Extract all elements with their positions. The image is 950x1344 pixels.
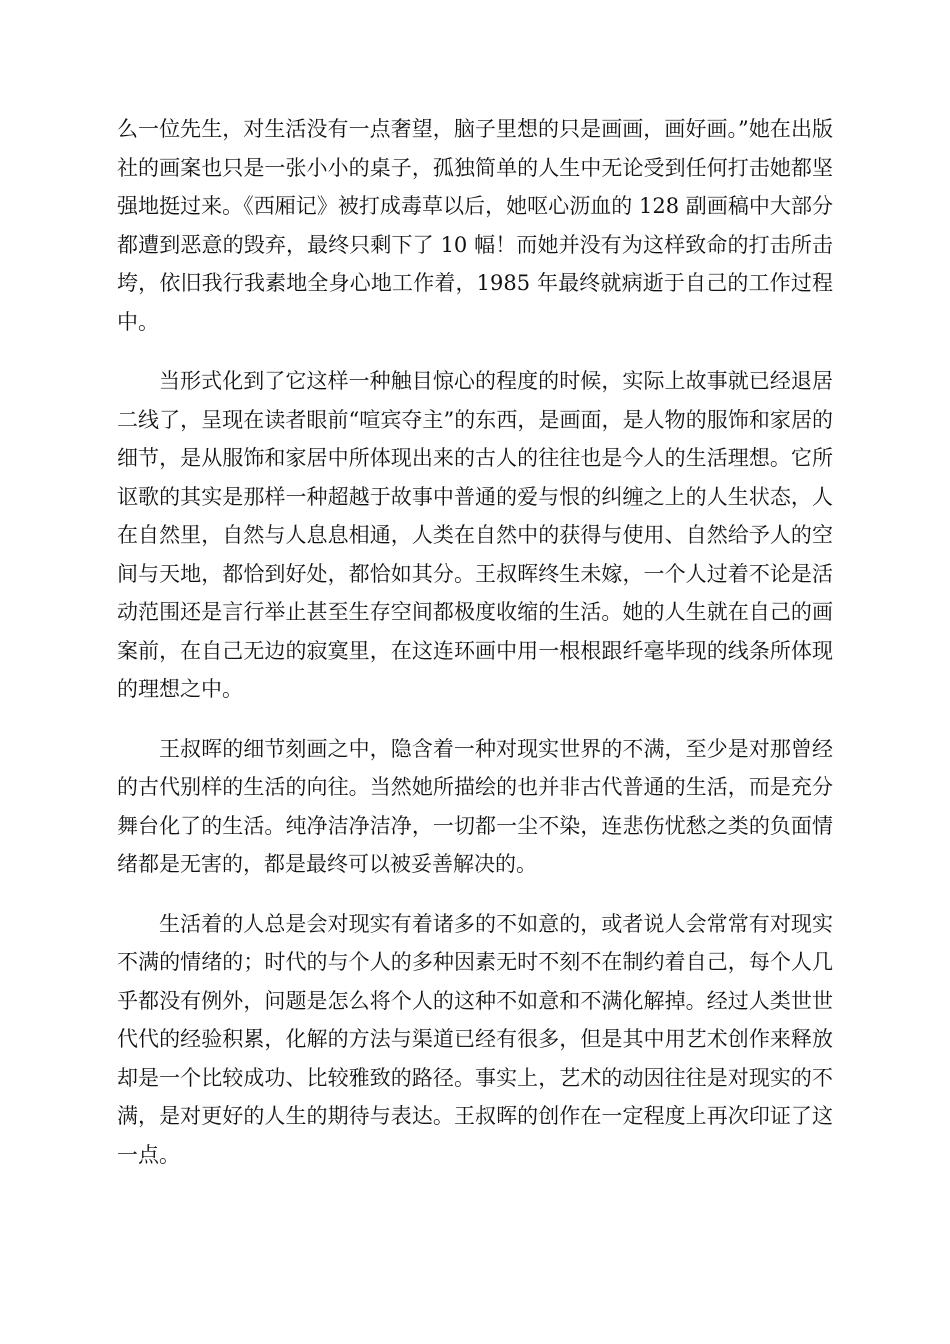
document-page xyxy=(117,110,833,1195)
paragraph-1: 么一位先生，对生活没有一点奢望，脑子里想的只是画画，画好画。”她在出版社的画案也只是一张小小的桌子，孤独简单的人生中无论受到任何打击她都坚强地挺过来。《西厢记》被打成毒草以后，她呕心沥血的 128 副画稿中大部分都遭到恶意的毁弃，最终只剩下了 10 幅！而她并没有为这样致命的打击所击垮，依旧我行我素地全身心地工作着，1985 年最终就病逝于自己的工作过程中。 xyxy=(117,117,833,334)
paragraph-3: 王叔晖的细节刻画之中，隐含着一种对现实世界的不满，至少是对那曾经的古代别样的生活的向往。当然她所描绘的也并非古代普通的生活，而是充分舞台化了的生活。纯净洁净洁净，一切都一尘不染，连悲伤忧愁之类的负面情绪都是无害的，都是最终可以被妥善解决的。 xyxy=(117,736,833,876)
paragraph-2: 当形式化到了它这样一种触目惊心的程度的时候，实际上故事就已经退居二线了，呈现在读者眼前“喧宾夺主”的东西，是画面，是人物的服饰和家居的细节，是从服饰和家居中所体现出来的古人的往往也是今人的生活理想。它所讴歌的其实是那样一种超越于故事中普通的爱与恨的纠缠之上的人生状态，人在自然里，自然与人息息相通，人类在自然中的获得与使用、自然给予人的空间与天地，都恰到好处，都恰如其分。王叔晖终生未嫁，一个人过着不论是活动范围还是言行举止甚至生存空间都极度收缩的生活。她的人生就在自己的画案前，在自己无边的寂寞里，在这连环画中用一根根跟纤毫毕现的线条所体现的理想之中。 xyxy=(117,369,833,701)
paragraph-4: 生活着的人总是会对现实有着诸多的不如意的，或者说人会常常有对现实不满的情绪的；时代的与个人的多种因素无时不刻不在制约着自己，每个人几乎都没有例外，问题是怎么将个人的这种不如意和不满化解掉。经过人类世世代代的经验积累，化解的方法与渠道已经有很多，但是其中用艺术创作来释放却是一个比较成功、比较雅致的路径。事实上，艺术的动因往往是对现实的不满，是对更好的人生的期待与表达。王叔晖的创作在一定程度上再次印证了这一点。 xyxy=(117,911,833,1167)
